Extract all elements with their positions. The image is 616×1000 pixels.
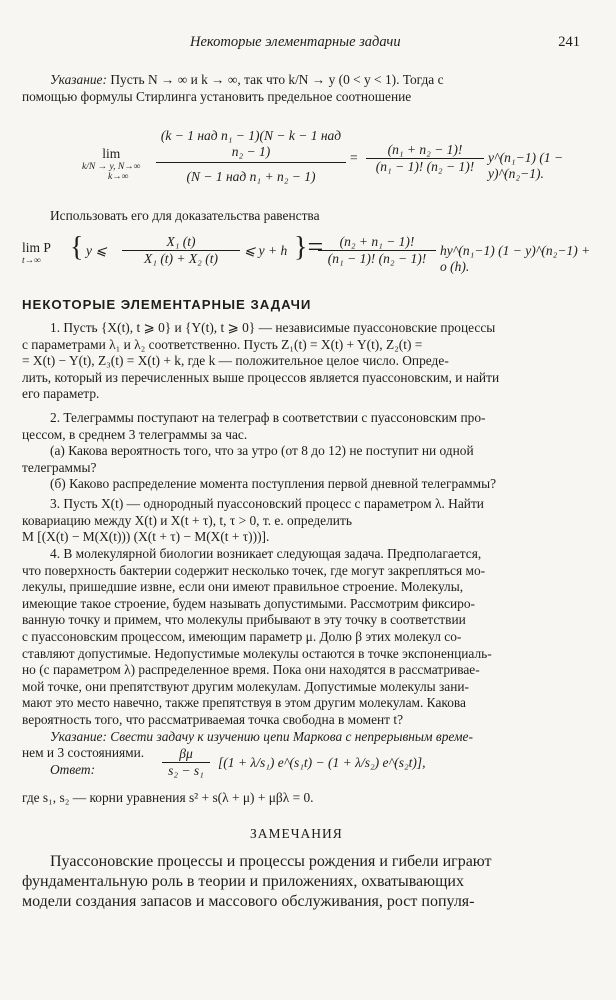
problem-2-line: (а) Какова вероятность того, что за утро (от 8 до 12) не поступит ни одной bbox=[50, 443, 474, 459]
formula1-rhs-tail: y^(n₁−1) (1 − y)^(n₂−1). bbox=[488, 150, 564, 181]
problem-1-line: = X(t) − Y(t), Z₃(t) = X(t) + k, где k — положительное целое число. Опреде- bbox=[22, 353, 449, 369]
book-page bbox=[22, 0, 594, 1000]
formula1-cond-2: k→∞ bbox=[108, 172, 129, 182]
formula1-numerator: (k − 1 над n₁ − 1)(N − k − 1 над n₂ − 1) bbox=[156, 128, 346, 163]
notes-line: модели создания запасов и массового обслуживания, рост популя- bbox=[22, 893, 475, 910]
formula2-rhs-tail: hy^(n₁−1) (1 − y)^(n₂−1) + o (h). bbox=[440, 243, 591, 274]
problem-1 bbox=[22, 320, 578, 403]
problem-2-line: 2. Телеграммы поступают на телеграф в соответствии с пуассоновским про- bbox=[50, 410, 486, 425]
formula2-frac-num: X₁ (t) bbox=[122, 234, 240, 251]
running-header bbox=[22, 34, 594, 54]
answer-frac-num: βμ bbox=[162, 746, 210, 763]
problem-4-line: нем и 3 состояниями. bbox=[22, 745, 145, 761]
problem-4-hint: Указание: Свести задачу к изучению цепи Маркова с непрерывным време- bbox=[50, 728, 473, 744]
problem-4-line: имеющие такое строение, будем называть допустимыми. Рассмотрим фиксиро- bbox=[22, 595, 475, 611]
problem-4-line: 4. В молекулярной биологии возникает следующая задача. Предполагается, bbox=[50, 546, 482, 561]
formula1-rhs-num: (n₁ + n₂ − 1)! bbox=[366, 142, 484, 159]
formula2-left: y ⩽ bbox=[86, 243, 107, 258]
problem-4-line: ставляют допустимые. Недопустимые молекулы остаются в точке экспоненциаль- bbox=[22, 645, 492, 661]
problem-4-line: но (с параметром λ) распределенное время. Пока они находятся в рассматривае- bbox=[22, 662, 480, 678]
answer-formula bbox=[162, 744, 582, 784]
formula2-rhs-num: (n₂ + n₁ − 1)! bbox=[318, 234, 436, 251]
section-heading-remarks: ЗАМЕЧАНИЯ bbox=[250, 826, 343, 841]
problem-1-line: лить, который из перечисленных выше процессов является пуассоновским, и найти bbox=[22, 369, 500, 385]
stirling-limit-formula: lim k/N → y, N→∞ k→∞ (k − 1 над n₁ − 1)(N − k − 1 над n₂ − 1) (N − 1 над n₁ + n₂ − 1) = $\frac{\text{(n₁ + n₂ − 1)!}}{\text{(n₁ − 1)! (n₂ − 1)!}}$ y^(n₁−1) (1 − y)^(n₂−1). bbox=[72, 128, 592, 200]
formula2-right: ⩽ y + h bbox=[244, 243, 288, 258]
problem-3 bbox=[22, 496, 578, 546]
hint-label: Указание: bbox=[50, 72, 107, 87]
problem-1-line: с параметрами λ₁ и λ₂ соответственно. Пусть Z₁(t) = X(t) + Y(t), Z₂(t) = bbox=[22, 336, 423, 352]
answer-frac-den: s₂ − s₁ bbox=[168, 763, 204, 778]
formula2-lim: lim P bbox=[22, 240, 51, 255]
problem-2 bbox=[22, 410, 578, 493]
problem-3-line: ковариацию между X(t) и X(t + τ), t, τ > 0, т. е. определить bbox=[22, 512, 352, 528]
formula1-cond-1: k/N → y, N→∞ bbox=[82, 162, 141, 172]
formula1-lim: lim bbox=[102, 146, 121, 161]
problem-1-line: его параметр. bbox=[22, 386, 100, 402]
problem-4-line: ванную точку и примем, что молекулы прибывают в эту точку в соответствии bbox=[22, 612, 466, 628]
problem-2-line: (б) Каково распределение момента поступления первой дневной телеграммы? bbox=[50, 476, 497, 492]
hint-line-1: Пусть N → ∞ и k → ∞, так что k/N → y (0 < y < 1). Тогда с bbox=[110, 72, 444, 87]
formula1-denominator: (N − 1 над n₁ + n₂ − 1) bbox=[186, 169, 316, 184]
notes-line: Пуассоновские процессы и процессы рождения и гибели играют bbox=[50, 853, 492, 870]
problem-1-line: 1. Пусть {X(t), t ⩾ 0} и {Y(t), t ⩾ 0} — независимые пуассоновские процессы bbox=[50, 320, 496, 335]
answer-body: [(1 + λ/s₁) e^(s₁t) − (1 + λ/s₂) e^(s₂t)], bbox=[218, 755, 426, 770]
section-heading-elementary-problems: НЕКОТОРЫЕ ЭЛЕМЕНТАРНЫЕ ЗАДАЧИ bbox=[22, 297, 312, 312]
page-number: 241 bbox=[558, 34, 580, 50]
header-title: Некоторые элементарные задачи bbox=[190, 34, 401, 50]
notes-paragraph bbox=[22, 852, 578, 912]
problem-4-line: что поверхность бактерии содержит несколько точек, где могут закрепляться мо- bbox=[22, 562, 486, 578]
formula2-rhs-den: (n₁ − 1)! (n₂ − 1)! bbox=[327, 251, 427, 266]
problem-4-line: лекулы, пришедшие извне, если они имеют правильное строение. Молекулы, bbox=[22, 579, 464, 595]
formula2-cond: t→∞ bbox=[22, 256, 41, 266]
problem-4-line: вероятность того, что рассматриваемая точка свободна в момент t? bbox=[22, 711, 404, 727]
use-text: Использовать его для доказательства равенства bbox=[50, 208, 320, 223]
problem-2-line: цессом, в среднем 3 телеграммы за час. bbox=[22, 426, 248, 442]
problem-2-line: телеграммы? bbox=[22, 459, 97, 475]
notes-line: фундаментальную роль в теории и приложениях, охватывающих bbox=[22, 873, 464, 890]
problem-4-line: с пуассоновским процессом, имеющим параметр μ. Долю β этих молекул со- bbox=[22, 628, 462, 644]
problem-4-line: мой точке, они препятствуют другим молекулам. Допустимые молекулы зани- bbox=[22, 678, 470, 694]
problem-3-line: M [(X(t) − M(X(t))) (X(t + τ) − M(X(t + τ)))]. bbox=[22, 529, 270, 545]
problem-3-line: 3. Пусть X(t) — однородный пуассоновский процесс с параметром λ. Найти bbox=[50, 496, 484, 511]
probability-limit-formula: lim P t→∞ { y ⩽ $\frac{\text{X₁ (t)}}{\text{X₁ (t) + X₂ (t)}}$ ⩽ y + h }= $\frac{\text{(n₂ + n₁ − 1)!}}{\text{(n₁ − 1)! (n₂ − 1)!}}$ hy^(n₁−1) (1 − y)^(n₂−1) + o (h). bbox=[22, 232, 591, 274]
formula1-rhs-den: (n₁ − 1)! (n₂ − 1)! bbox=[375, 159, 475, 174]
problem-4-line: мают это место навечно, также препятствуя в этом другим молекулам. Какова bbox=[22, 695, 466, 711]
roots-line: где s₁, s₂ — корни уравнения s² + s(λ + μ) + μβλ = 0. bbox=[22, 790, 314, 805]
problem-4-answer-label: Ответ: bbox=[50, 761, 96, 777]
hint-paragraph bbox=[22, 72, 578, 105]
hint-line-2: помощью формулы Стирлинга установить предельное соотношение bbox=[22, 88, 412, 104]
formula2-frac-den: X₁ (t) + X₂ (t) bbox=[144, 251, 218, 266]
